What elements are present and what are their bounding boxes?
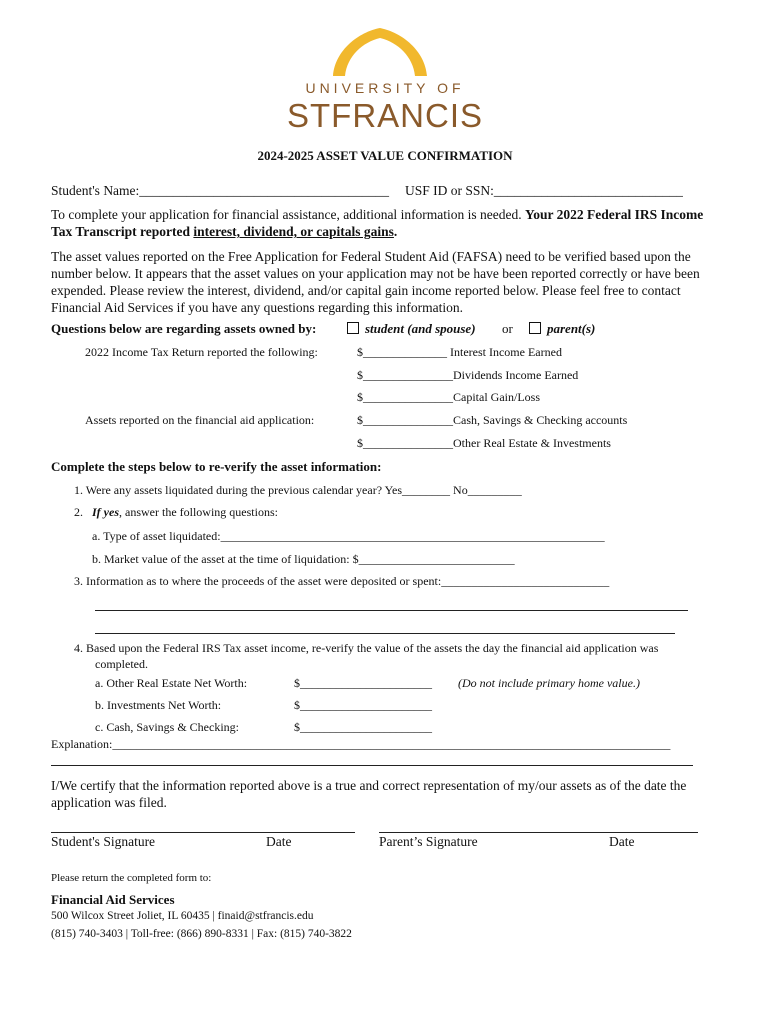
questions-label: Questions below are regarding assets owned by: <box>51 321 317 336</box>
form-title: 2024-2025 ASSET VALUE CONFIRMATION <box>257 148 513 163</box>
step-2 <box>74 505 278 520</box>
logo-st-francis <box>255 98 515 134</box>
step-3-line-1[interactable] <box>95 610 688 611</box>
student-option-label: student (and spouse) <box>365 321 476 336</box>
parent-date-label: Date <box>609 834 635 849</box>
step-4a-note: (Do not include primary home value.) <box>458 676 640 690</box>
or-text: or <box>502 321 513 336</box>
step-2a[interactable]: a. Type of asset liquidated:________________________________________________________________ <box>92 529 605 543</box>
step-4c-label: c. Cash, Savings & Checking: <box>95 720 239 734</box>
logo-st: ST <box>286 97 332 134</box>
student-signature-label: Student's Signature <box>51 834 156 849</box>
intro-paragraph <box>51 206 711 240</box>
step-2-rest: , answer the following questions: <box>119 505 278 519</box>
university-logo <box>255 24 515 139</box>
step-3-line-2[interactable] <box>95 633 675 634</box>
office-phones: (815) 740-3403 | Toll-free: (866) 890-8331 | Fax: (815) 740-3822 <box>51 928 352 940</box>
parent-signature-label: Parent’s Signature <box>379 834 478 849</box>
return-note: Please return the completed form to: <box>51 872 212 884</box>
student-signature-line[interactable] <box>51 832 355 833</box>
office-address: 500 Wilcox Street Joliet, IL 60435 | finaid@stfrancis.edu <box>51 910 314 922</box>
student-name-field[interactable]: Student's Name:_____________________________________ <box>51 183 390 198</box>
tax-return-label: 2022 Income Tax Return reported the following: <box>85 345 318 359</box>
step-4a-field[interactable]: $______________________ <box>294 676 432 690</box>
explanation-line-2[interactable] <box>51 765 693 766</box>
capital-gain-field[interactable]: $_______________Capital Gain/Loss <box>357 390 540 404</box>
parent-option-label: parent(s) <box>547 321 596 336</box>
parent-checkbox[interactable] <box>529 322 541 334</box>
step-2-number: 2. <box>74 505 83 519</box>
step-1[interactable]: 1. Were any assets liquidated during the previous calendar year? Yes________ No_________ <box>74 483 522 497</box>
certification-statement: I/We certify that the information reported above is a true and correct representation of my/our assets as of the date the application was filed. <box>51 778 687 810</box>
intro-bold: Your 2022 Federal IRS Income Tax Transcript reported <box>51 207 704 239</box>
explanation-field[interactable]: Explanation:_____________________________________________________________________________________________ <box>51 737 671 751</box>
parent-option[interactable] <box>529 321 595 337</box>
fa-application-label: Assets reported on the financial aid application: <box>85 413 315 427</box>
student-checkbox[interactable] <box>347 322 359 334</box>
step-4b-field[interactable]: $______________________ <box>294 698 432 712</box>
step-4-line-1: 4. Based upon the Federal IRS Tax asset income, re-verify the value of the assets the day the financial aid application was <box>74 641 659 655</box>
step-4c-field[interactable]: $______________________ <box>294 720 432 734</box>
fafsa-paragraph: The asset values reported on the Free Application for Federal Student Aid (FAFSA) need to be verified based upon the number below. It appears that the asset values on your application may not be have been reported correctly or have been expended. Please review the interest, dividend, and/or capital gain income reported below. Please feel free to contact Financial Aid Services if you have any questions regarding this information. <box>51 249 700 315</box>
step-2b[interactable]: b. Market value of the asset at the time of liquidation: $__________________________ <box>92 552 515 566</box>
student-date-label: Date <box>266 834 292 849</box>
step-2-if-yes: If yes <box>92 505 119 519</box>
logo-francis: FRANCIS <box>331 97 483 134</box>
logo-university-of: UNIVERSITY OF <box>305 80 465 96</box>
real-estate-field[interactable]: $_______________Other Real Estate & Investments <box>357 436 611 450</box>
step-4b-label: b. Investments Net Worth: <box>95 698 222 712</box>
office-name: Financial Aid Services <box>51 892 175 907</box>
step-3[interactable]: 3. Information as to where the proceeds of the asset were deposited or spent:____________________________ <box>74 574 610 588</box>
interest-income-field[interactable]: $______________ Interest Income Earned <box>357 345 562 359</box>
step-4a-label: a. Other Real Estate Net Worth: <box>95 676 248 690</box>
logo-arch-icon <box>255 24 515 84</box>
step-4-line-2: completed. <box>95 657 148 671</box>
usf-id-field[interactable]: USF ID or SSN:____________________________ <box>405 183 683 198</box>
student-option[interactable] <box>347 321 476 337</box>
parent-signature-line[interactable] <box>379 832 698 833</box>
steps-heading: Complete the steps below to re-verify the asset information: <box>51 459 382 474</box>
dividends-income-field[interactable]: $_______________Dividends Income Earned <box>357 368 579 382</box>
intro-text: To complete your application for financial assistance, additional information is needed. <box>51 207 522 222</box>
cash-savings-field[interactable]: $_______________Cash, Savings & Checking accounts <box>357 413 628 427</box>
intro-end: . <box>393 224 398 239</box>
intro-bold-underlined: interest, dividend, or capitals gains <box>193 224 394 239</box>
